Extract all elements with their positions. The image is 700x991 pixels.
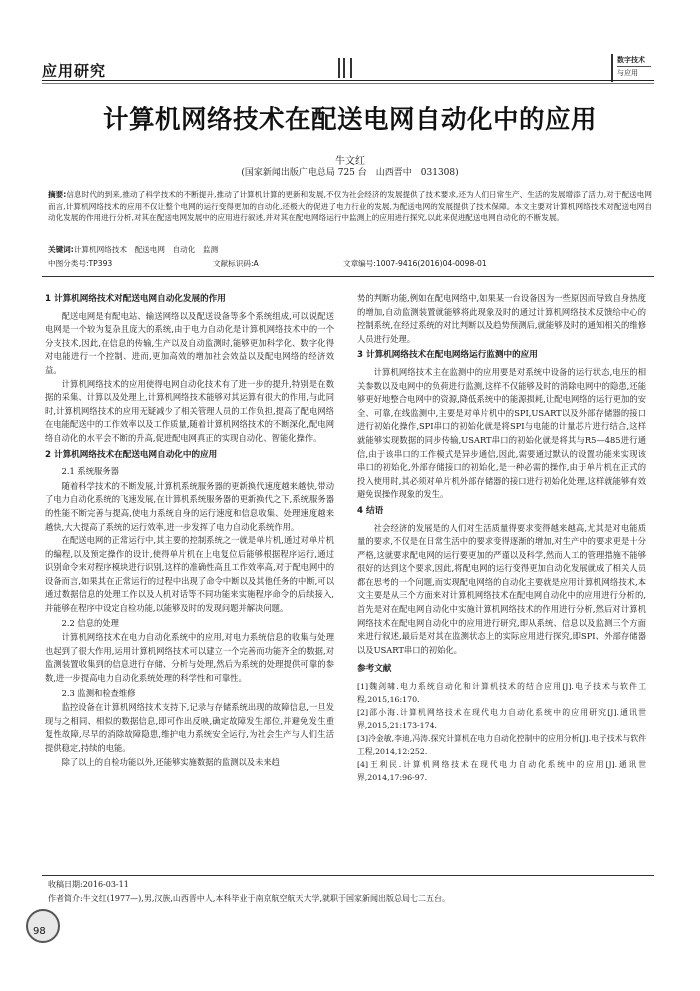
- affiliation: (国家新闻出版广电总局 725 台 山西晋中 031308): [241, 168, 459, 178]
- reference-item: [4]王利民.计算机网络技术在现代电力自动化系统中的应用[J].通讯世界,2014,17:96-97.: [357, 760, 646, 783]
- footer-rule: [42, 875, 654, 876]
- article-number: 文章编号:1007-9416(2016)04-0098-01: [343, 259, 487, 268]
- section-3-heading: 3 计算机网络技术在配电网络运行监测中的应用: [357, 350, 538, 361]
- keywords-label: 关键词:: [48, 245, 74, 254]
- document-code: 文献标识码:A: [213, 259, 259, 268]
- paragraph: 配送电网是有配电站、输送网络以及配送设备等多个系统组成,可以说配送电网是一个较为复杂且庞大的系统,由于电力自动化是计算机网络技术中的一个分支技术,因此,在信息的传输,生产以及自动监测时,能够更加科学化、数字化得对电能进行一个控制、进而,更加高效的增加社会效益以及配电网络的经济效益。: [45, 310, 334, 375]
- left-column: [45, 290, 334, 769]
- logo-top-text: 数字技术: [617, 55, 645, 64]
- paragraph: 社会经济的发展是的人们对生活质量得要求变得越来越高,尤其是对电能质量的要求,不仅是在日常生活中的要求变得逐渐的增加,对生产中的要求更是十分严格,这就要求配电网的运行要更加的严谨以及科学,然而人工的管理措施不能够很好的达到这个要求,因此,将配电网的运行变得更加自动化发展就成了相关人员都在思考的一个问题,而实现配电网络的自动化主要就是应用计算机网络技术,本文主要是从三个方面来对计算机网络技术在配电网自动化中的应用进行分析的,首先是对在配电网自动化中实施计算机网络技术的作用进行分析,然后对计算机网络技术在配电网自动化中的应用进行研究,即从系统、信息以及监测三个方面来进行叙述,最后是对其在监测状态上的实际应用进行探究,即SPI、外部存储器以及USART串口的初始化。: [357, 522, 646, 655]
- author: 牛文红: [335, 156, 365, 167]
- header-rule: [42, 80, 654, 81]
- page-number: 98: [33, 926, 46, 937]
- reference-item: [1]魏剑啸.电力系统自动化和计算机技术的结合应用[J].电子技术与软件工程,2015,16:170.: [357, 682, 646, 705]
- section-1-heading: 1 计算机网络技术对配送电网自动化发展的作用: [45, 294, 226, 304]
- paragraph: 计算机网络技术主在监测中的应用要是对系统中设备的运行状态,电压的相关参数以及电网中的负荷进行监测,这样不仅能够及时的消除电网中的隐患,还能够更好地整合电网中的资源,降低系统中的能源损耗,让配电网络的运行更加的安全、可靠,在线监测中,主要是对单片机中的SPI,USART以及外部存储器的接口进行初始化操作,SPI串口的初始化就是将SPI与电能的计量芯片进行结合,这样就能够实现数据的同步传输,USART串口的初始化就是将其与R5—485进行通信,由于该串口的工作模式是异步通信,因此,需要通过默认的设置功能来实现该串口的初始化,外部存储接口的初始化,是一种必需的操作,由于单片机在正式的投入使用时,其必须对单片机外部存储器的接口进行初始化处理,这样就能够有效避免误操作现象的发生。: [357, 366, 646, 500]
- abstract: [48, 189, 652, 224]
- header-rule-thin: [42, 83, 654, 84]
- author-bio: 作者简介:牛文红(1977—),男,汉族,山西晋中人,本科毕业于南京航空航天大学,就职于国家新闻出版总局七二五台。: [48, 894, 451, 903]
- clc-number: 中图分类号:TP393: [48, 259, 113, 268]
- section-2-heading: 2 计算机网络技术在配送电网自动化中的应用: [45, 449, 218, 460]
- right-column: [357, 292, 646, 784]
- logo-bottom-text: 与应用: [617, 69, 638, 77]
- paragraph: 势的判断功能,例如在配电网络中,如果某一台设备因为一些原因而导致自身热度的增加,自动监测装置就能够将此现象及时的通过计算机网络技术反馈给中心的控制系统,在经过系统的对比判断以及趋势预测后,就能够及时的通知相关的维修人员进行处理。: [357, 293, 646, 344]
- section-title: 应用研究: [42, 62, 107, 80]
- abstract-text: 信息时代的到来,推动了科学技术的不断提升,推动了计算机计算的更新和发展,不仅为社会经济的发展提供了技术要求,还为人们日常生产、生活的发展增添了活力,对于配送电网而言,计算机网络技术的应用不仅让整个电网的运行变得更加的自动化,还极大的促进了电力行业的发展,为配送电网的发展提供了技术保障。本文主要对计算机网络技术对配送电网自动化发展的作用进行分析,对其在配送电网发展中的应用进行叙述,并对其在配电网络运行中监测上的应用进行探究,以此来促进配送电网自动化的不断发展。: [48, 190, 652, 222]
- paragraph: 随着科学技术的不断发展,计算机系统服务器的更新换代速度越来越快,带动了电力自动化系统的飞速发展,在计算机系统服务器的更新换代之下,系统服务器的性能不断完善与提高,使电力系统自身的运行速度和信息收集、处理速度越来越快,大大提高了系统的运行效率,进一步发挥了电力自动化系统作用。: [45, 480, 334, 532]
- paragraph: 除了以上的自检功能以外,还能够实施数据的监测以及未来趋: [61, 756, 280, 767]
- reference-item: [3]冷金敏,李迪,冯涛.探究计算机在电力自动化控制中的应用分析[J].电子技术与软件工程,2014,12:252.: [357, 734, 646, 757]
- article-title: 计算机网络技术在配送电网自动化中的应用: [102, 105, 597, 135]
- reference-item: [2]邵小海.计算机网络技术在现代电力自动化系统中的应用研究[J].通讯世界,2015,21:173-174.: [357, 708, 646, 731]
- paragraph: 计算机网络技术在电力自动化系统中的应用,对电力系统信息的收集与处理也起到了很大作用,运用计算机网络技术可以建立一个完善而功能齐全的数据,对监测装置收集到的信息进行存储、分析与处理,然后为系统的处理提供可靠的参数,进一步提高电力自动化系统处理的科学性和可靠性。: [45, 632, 334, 684]
- subsection-2-2-heading: 2.2 信息的处理: [61, 617, 119, 628]
- header-bars: [338, 58, 352, 78]
- subsection-2-1-heading: 2.1 系统服务器: [61, 466, 119, 477]
- keywords-text: 计算机网络技术 配送电网 自动化 监测: [73, 245, 219, 254]
- subsection-2-3-heading: 2.3 监测和检查维修: [61, 687, 136, 698]
- paragraph: 在配送电网的正常运行中,其主要的控制系统之一就是单片机,通过对单片机的编程,以及预定操作的设计,使得单片机在上电复位后能够根据程序运行,通过识别命令来对程序模块进行识别,这样的准确性高且工作效率高,对于配电网中的设备而言,如果其在正常运行的过程中出现了命令中断以及其他任务的中断,可以通过数据信息的处理工作以及人机对话等不同功能来实施程序命令的后续接入,并能够在程序中设定自检功能,以能够及时的发现问题并解决问题。: [45, 535, 334, 614]
- abstract-label: 摘要:: [48, 190, 67, 199]
- keywords: [48, 244, 218, 255]
- paragraph: 监控设备在计算机网络技术支持下,记录与存储系统出现的故障信息,一旦发现与之相同、相似的数据信息,即可作出反映,确定故障发生部位,并避免发生重复性故障,尽早的消除故障隐患,维护电力系统安全运行,为社会生产与人们生活提供稳定,持续的电能。: [45, 702, 334, 753]
- references-heading: 参考文献: [357, 664, 392, 675]
- abstract-rule: [42, 276, 654, 277]
- section-4-heading: 4 结语: [357, 505, 384, 516]
- received-date: 收稿日期:2016-03-11: [48, 880, 129, 889]
- paragraph: 计算机网络技术的应用使得电网自动化技术有了进一步的提升,特别是在数据的采集、计算以及处理上,计算机网络技术能够对其运算有很大的作用,与此同时,计算机网络技术的应用无疑减少了相关管理人员的工作负担,提高了配电网络在电能配送中的工作效率以及工作质量,随着计算机网络技术的不断深化,配电网络自动化的水平会不断的升高,促进配电网真正的实现自动化、智能化操作。: [45, 378, 334, 443]
- reference-list: [357, 680, 646, 784]
